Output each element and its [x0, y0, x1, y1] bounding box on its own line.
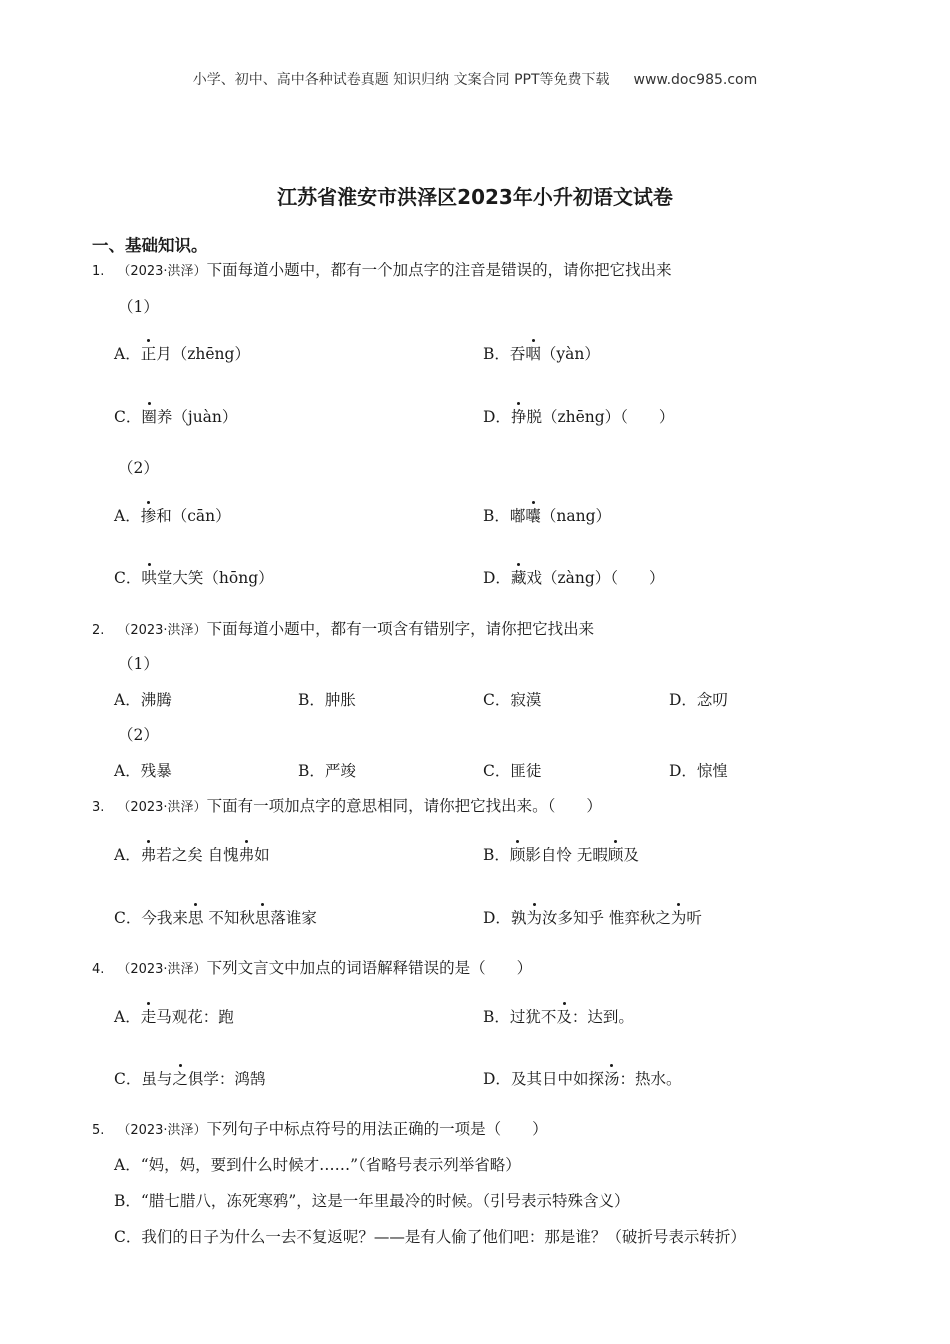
question-number: 2. — [92, 623, 105, 638]
subquestion-label: （1） — [118, 655, 159, 673]
option-d[interactable]: D．念叨 — [669, 691, 728, 709]
option-d[interactable]: D．挣脱（zhēng）（ ） — [483, 405, 674, 427]
question-4-stem — [92, 956, 532, 978]
option-c[interactable]: C．匪徒 — [483, 762, 542, 780]
option-b[interactable]: B．肿胀 — [298, 691, 356, 709]
option-b[interactable]: B．顾影自怜 无暇顾及 — [483, 843, 639, 865]
option-a[interactable]: A．走马观花：跑 — [114, 1005, 234, 1027]
question-3-stem — [92, 794, 602, 816]
subquestion-label: （2） — [118, 726, 159, 744]
question-2-stem — [92, 617, 594, 639]
question-source: （2023·洪泽） — [117, 800, 207, 815]
question-source: （2023·洪泽） — [117, 264, 207, 279]
option-c[interactable]: C．圈养（juàn） — [114, 405, 237, 427]
question-source: （2023·洪泽） — [117, 623, 207, 638]
option-a[interactable]: A．弗若之矣 自愧弗如 — [114, 843, 270, 865]
subquestion-label: （2） — [118, 459, 159, 477]
question-text: 下面每道小题中，都有一项含有错别字，请你把它找出来 — [206, 620, 595, 638]
page-title: 江苏省淮安市洪泽区2023年小升初语文试卷 — [277, 185, 673, 209]
option-c[interactable]: C．寂漠 — [483, 691, 542, 709]
option-b[interactable]: B．严竣 — [298, 762, 356, 780]
option-d[interactable]: D．惊惶 — [669, 762, 728, 780]
subquestion-label: （1） — [118, 298, 159, 316]
question-text: 下面每道小题中，都有一个加点字的注音是错误的，请你把它找出来 — [206, 261, 672, 279]
question-1-stem — [92, 258, 672, 280]
question-source: （2023·洪泽） — [117, 962, 207, 977]
question-number: 3. — [92, 800, 105, 815]
option-a[interactable]: A．“妈，妈，要到什么时候才……”（省略号表示列举省略） — [114, 1156, 521, 1174]
question-text: 下列句子中标点符号的用法正确的一项是（ ） — [206, 1120, 548, 1138]
option-d[interactable]: D．孰为汝多知乎 惟弈秋之为听 — [483, 906, 702, 928]
option-c[interactable]: C．我们的日子为什么一去不复返呢？——是有人偷了他们吧：那是谁？（破折号表示转折） — [114, 1228, 746, 1246]
question-source: （2023·洪泽） — [117, 1123, 207, 1138]
option-a[interactable]: A．掺和（cān） — [114, 504, 231, 526]
option-b[interactable]: B．“腊七腊八，冻死寒鸦”，这是一年里最冷的时候。（引号表示特殊含义） — [114, 1192, 630, 1210]
option-c[interactable]: C．虽与之俱学：鸿鹄 — [114, 1067, 265, 1089]
header-tagline: 小学、初中、高中各种试卷真题 知识归纳 文案合同 PPT等免费下载 — [192, 72, 610, 88]
option-c[interactable]: C．今我来思 不知秋思落谁家 — [114, 906, 317, 928]
question-number: 4. — [92, 962, 105, 977]
question-5-stem — [92, 1117, 548, 1139]
option-a[interactable]: A．正月（zhēng） — [114, 342, 250, 364]
option-b[interactable]: B．过犹不及：达到。 — [483, 1005, 634, 1027]
option-b[interactable]: B．吞咽（yàn） — [483, 342, 600, 364]
question-number: 1. — [92, 264, 105, 279]
option-b[interactable]: B．嘟囔（nang） — [483, 504, 611, 526]
option-a[interactable]: A．沸腾 — [114, 691, 172, 709]
question-text: 下面有一项加点字的意思相同，请你把它找出来。（ ） — [206, 797, 602, 815]
option-a[interactable]: A．残暴 — [114, 762, 172, 780]
option-d[interactable]: D．藏戏（zàng）（ ） — [483, 566, 665, 588]
page-header — [0, 69, 950, 89]
option-c[interactable]: C．哄堂大笑（hōng） — [114, 566, 274, 588]
question-number: 5. — [92, 1123, 105, 1138]
header-site: www.doc985.com — [633, 72, 758, 88]
question-text: 下列文言文中加点的词语解释错误的是（ ） — [206, 959, 533, 977]
option-d[interactable]: D．及其日中如探汤：热水。 — [483, 1067, 681, 1089]
section-heading: 一、基础知识。 — [92, 236, 208, 255]
